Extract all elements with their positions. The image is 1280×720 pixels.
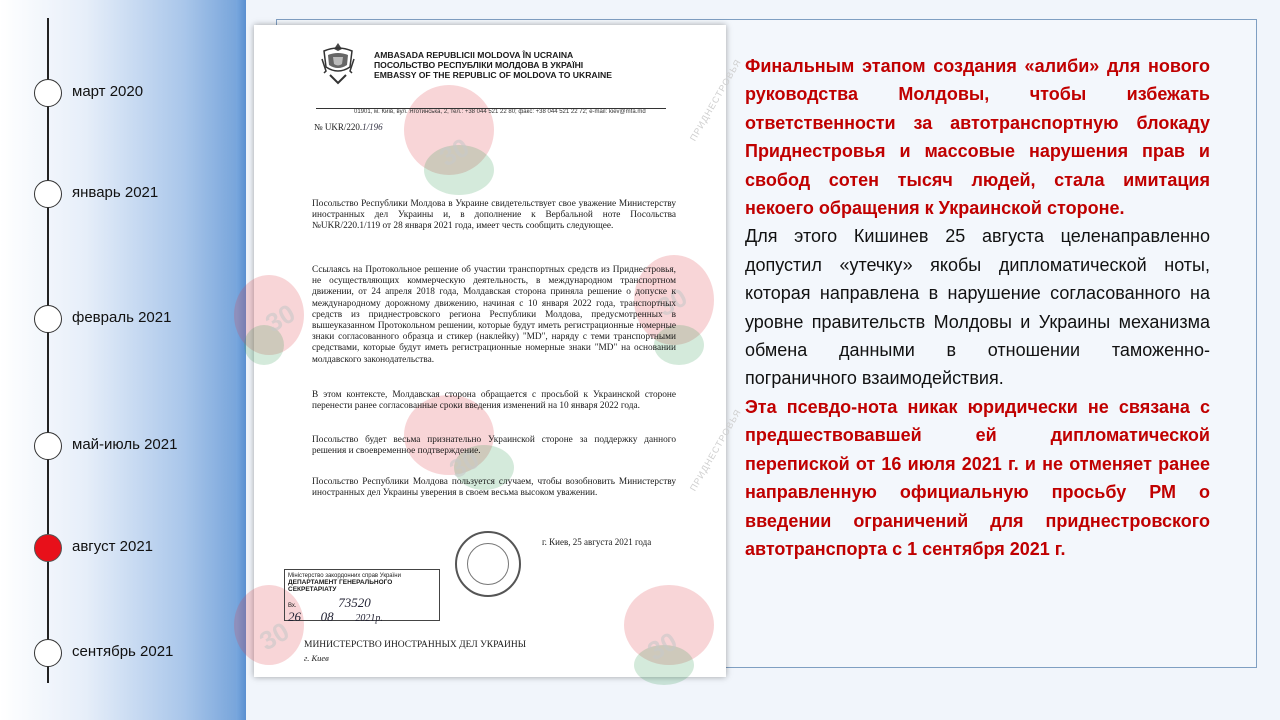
note-paragraph-3: В этом контексте, Молдавская сторона обращается с просьбой к Украинской стороне перенести ранее согласованные сроки введения изменений на 10 января 2022 года. (312, 390, 676, 412)
watermark-text: ПРИДНЕСТРОВЬЯ (687, 57, 744, 143)
timeline-label-3: май-июль 2021 (72, 436, 178, 453)
timeline-label-5: сентябрь 2021 (72, 643, 174, 660)
commentary-text (745, 52, 1210, 563)
timeline-node-3[interactable] (34, 432, 62, 460)
embassy-round-stamp (455, 531, 521, 597)
timeline-node-5[interactable] (34, 639, 62, 667)
timeline-panel (0, 0, 246, 720)
timeline-line (47, 18, 49, 683)
commentary-paragraph-3: Эта псевдо-нота никак юридически не связана с предшествовавшей ей дипломатической перепиской от 16 июля 2021 г. и не отменяет ранее направленную официальную просьбу РМ о введении ограничений для приднестровского автотранспорта с 1 сентября 2021 г. (745, 396, 1210, 559)
note-paragraph-1: Посольство Республики Молдова в Украине свидетельствует свое уважение Министерству иностранных дел Украины и, в дополнение к Вербальной ноте Посольства №UKR/220.1/119 от 28 января 2021 года, имеет честь сообщить следующее. (312, 199, 676, 232)
stamp-line-1: Міністерство закордонних справ України (288, 573, 401, 579)
stamp-vkh-number: 73520 (338, 595, 371, 610)
diplomatic-note-scan (254, 25, 744, 677)
stamp-date-year: 2021р. (355, 613, 383, 624)
stamp-line-2: ДЕПАРТАМЕНТ ГЕНЕРАЛЬНОГО СЕКРЕТАРІАТУ (288, 579, 393, 593)
timeline-node-0[interactable] (34, 79, 62, 107)
timeline-label-2: февраль 2021 (72, 309, 172, 326)
stamp-date-month: 08 (320, 609, 334, 624)
note-number (314, 122, 383, 132)
note-paragraph-4: Посольство будет весьма признательно Украинской стороне за поддержку данного решения и своевременное подтверждение. (312, 435, 676, 457)
timeline-node-1[interactable] (34, 180, 62, 208)
letterhead-address: 01901, м. Київ, вул. Яготинська, 2, тел.: +38 044 521 22 80; факс: +38 044 521 22 72; e-mail: kiev@mfa.md (354, 109, 646, 115)
commentary-paragraph-1: Финальным этапом создания «алиби» для нового руководства Молдовы, чтобы избежать ответственности за автотранспортную блокаду Приднестровья и массовые нарушения прав и свобод сотен тысяч людей, стала имитация некоего обращения к Украинской стороне. (745, 56, 1210, 219)
watermark-text: ПРИДНЕСТРОВЬЯ (687, 407, 744, 493)
note-number-prefix: № UKR/220. (314, 122, 363, 132)
timeline-label-4: август 2021 (72, 538, 154, 555)
watermark-number: 30 (652, 281, 693, 323)
note-number-handwritten: 1/196 (362, 122, 383, 132)
note-paragraph-2: Ссылаясь на Протокольное решение об участии транспортных средств из Приднестровья, не осуществляющих коммерческую деятельность, в международном транспортном движении, от 24 апреля 2018 года, Молдавская сторона приняла решение о допуске к международному дорожному движению, начиная с 10 января 2022 года, транспортных средств из приднестровского региона Республики Молдова, предусмотренных в вышеуказанном Протокольном решении, которые будут иметь регистрационные номерные знаки согласованного образца и стикер (наклейку) "MD", наряду с теми транспортными средствами, которые будут иметь регистрационные номерные знаки "MD" на основании молдавского законодательства. (312, 265, 676, 365)
commentary-paragraph-2: Для этого Кишинев 25 августа целенаправленно допустил «утечку» якобы дипломатической ноты, которая направлена в нарушение согласованного на уровне правительств Молдовы и Украины механизма обмена данными в отношении таможенно-пограничного взаимодействия. (745, 226, 1210, 389)
watermark-number: 30 (254, 615, 295, 657)
embassy-letterhead (374, 50, 612, 80)
watermark-number: 30 (642, 625, 683, 667)
letterhead-line-1: AMBASADA REPUBLICII MOLDOVA ÎN UCRAINA (374, 50, 574, 60)
note-paragraph-5: Посольство Республики Молдова пользуется случаем, чтобы возобновить Министерству иностранных дел Украины уверения в своем весьма высоком уважении. (312, 477, 676, 499)
note-addressee-city: г. Киев (304, 653, 329, 663)
note-place-date: г. Киев, 25 августа 2021 года (542, 537, 652, 547)
timeline-node-2[interactable] (34, 305, 62, 333)
watermark-number: 30 (260, 297, 301, 339)
letterhead-line-2: ПОСОЛЬСТВО РЕСПУБЛІКИ МОЛДОВА В УКРАЇНІ (374, 60, 584, 70)
watermark-number: 30 (434, 131, 475, 173)
watermark-number: 30 (444, 443, 485, 485)
stamp-vkh-label: Вх. (288, 603, 297, 609)
stamp-date-day: 26 (288, 609, 301, 624)
letterhead-line-3: EMBASSY OF THE REPUBLIC OF MOLDOVA TO UKRAINE (374, 70, 612, 80)
registration-stamp (284, 569, 440, 624)
timeline-node-4-active[interactable] (34, 534, 62, 562)
moldova-coat-of-arms-icon (320, 41, 356, 87)
timeline-label-1: январь 2021 (72, 184, 159, 201)
timeline-label-0: март 2020 (72, 83, 144, 100)
note-addressee: МИНИСТЕРСТВО ИНОСТРАННЫХ ДЕЛ УКРАИНЫ (304, 640, 527, 650)
